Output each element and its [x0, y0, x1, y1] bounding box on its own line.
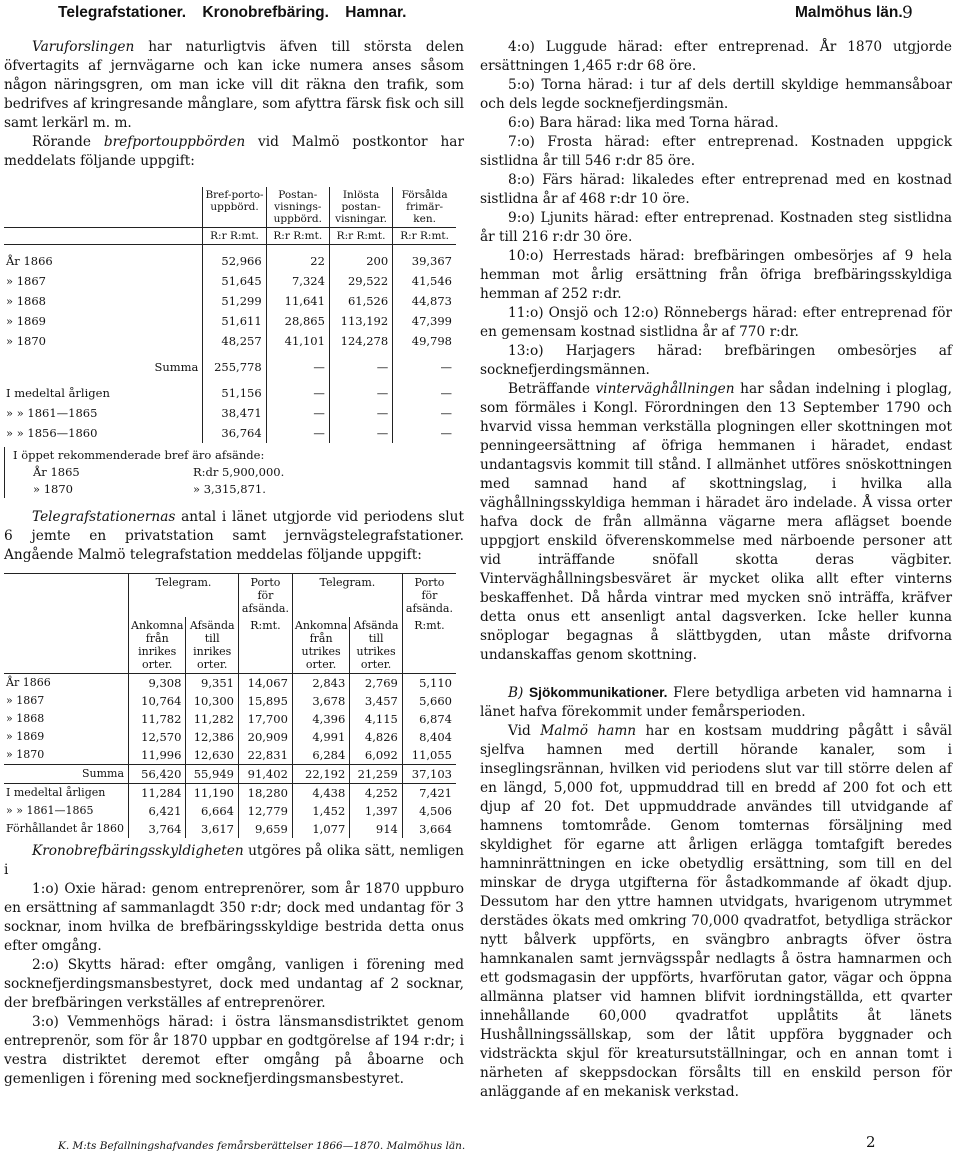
table-row: » 1870 48,257 41,101 124,278 49,798 [4, 331, 456, 351]
left-column [4, 38, 464, 1089]
table-row: » 1867 10,764 10,300 15,895 3,678 3,457 5,660 [4, 692, 456, 710]
paragraph-postage-intro: Rörande brefportouppbörden vid Malmö postkontor har meddelats följande uppgift: [4, 134, 464, 169]
col-header: Ankomna från utrikes orter. [292, 617, 349, 674]
group-header-domestic: Telegram. [129, 574, 239, 618]
running-header [0, 0, 960, 26]
col-header: Afsända till inrikes orter. [186, 617, 239, 674]
col-header: Bref-porto-uppbörd. [203, 187, 266, 228]
postage-table-units [4, 228, 456, 245]
table-row: » » 1861—1865 6,421 6,664 12,779 1,452 1,397 4,506 [4, 802, 456, 820]
paragraph-goods-transport: Varuforslingen har naturligtvis äfven till största delen öfvertagits af jernvägarne och kan icke numera anses såsom någon näringsgren, om man icke vill dit räkna den trafik, som bedrifves af kringresande månglare, som afyttra färsk fisk och sill samt lerkärl m. m. [4, 39, 464, 131]
table-row: » 1868 51,299 11,641 61,526 44,873 [4, 291, 456, 311]
source-footnote: K. M:ts Befallningshafvandes femårsberättelser 1866—1870. Malmöhus län. [58, 1140, 466, 1152]
table-row: » » 1861—1865 38,471 — — — [4, 403, 456, 423]
paragraph-winter-roads: Beträffande vinterväghållningen har sådan indelning i ploglag, som förmäles i Kongl. Förordningen den 13 September 1790 och hvarvid vissa hemman verkställa plogningen eller skottningen mot penningeersättning af öfriga hemmanen i häradet, endast undantagsvis kommit till stånd. I allmänhet utföres snöskottningen med samnad hand af skottningslag, i hvilka alla väghållningsskyldiga hemman i häradet äro indelade. Å vissa orter hafva dock de från allmänna vägarne mera aflägset boende uppgjort enskild öfverenskommelse med närboende personer att vid inträffande snöfall skotta deras vägbiter. Vinterväghållningsbesväret är mycket olika allt efter vinterns beskaffenhet. Då hårda vintrar med mycken snö inträffa, kräfver detta onus ett ansenligt antal dagsverken. Icke heller kunna snöplogar begagnas å slättbygden, utan måste drifvorna undanskaffas genom skottning. [480, 381, 952, 663]
unit-label: R:r R:mt. [203, 228, 266, 245]
col-header: Ankomna från inrikes orter. [129, 617, 186, 674]
unit-label: R:r R:mt. [266, 228, 329, 245]
header-county: Malmöhus län. [795, 4, 903, 21]
paragraph-skytts: 2:o) Skytts härad: efter omgång, vanligen i förening med socknefjerdingsmansbestyret, dock med undantag af 2 socknar, der brefbäringen verkställes af entreprenörer. [4, 957, 464, 1011]
paragraph-malmo-harbour: Vid Malmö hamn har en kostsam muddring pågått i såväl sjelfva hamnen med dertill hörande kanaler, som i inseglingsrännan, hvilken vid periodens slut var till större delen af en längd, 5,000 fot, uppmuddrad till en bredd af 200 fot och ett djup af 20 fot. Det uppmuddrade användes till utvidgande af hamnens tomtområde. Genom tomternas försäljning med skyldighet för egarne att årligen erlägga tomtafgift beredes hamninrättningen en icke obetydlig ersättning, som till en del minskar de dryga utgifterna för åstadkommande af ökadt djup. Dessutom har den yttre hamnen utvidgats, hvarigenom utrymmet derstädes ökats med omkring 70,000 qvadratfot, betydliga sträckor nytt bålverk uppförts, en svängbro anbragts öfver östra hamnkanalen samt jernvägsspår nedlagts å östra hamnarmen och ett godsmagasin der uppförts, hvarförutan gator, vägar och öppna allmänna platser vid hamnen blifvit iordningställda, ett qvarter innehållande 60,000 qvadratfot upplåtits åt länets Hushållningssällskap, som der låtit uppföra byggnader och vidsträckta skjul för kreatursutställningar, och en annan tomt i närheten af skeppsdockan försålts till en enskild person för anläggande af en mekanisk verkstad. [480, 723, 952, 1100]
table-row: » » 1856—1860 36,764 — — — [4, 423, 456, 443]
telegraph-table [4, 573, 456, 838]
col-header: R:mt. [238, 617, 292, 674]
paragraph-bara: 6:o) Bara härad: lika med Torna härad. [508, 115, 779, 131]
paragraph-ljunits: 9:o) Ljunits härad: efter entreprenad. Kostnaden steg sistlidna år till 216 r:dr 30 öre. [480, 210, 952, 245]
page-number: 9 [902, 3, 913, 23]
sum-row: Summa 255,778 — — — [4, 351, 456, 377]
note-row: » 1870 » 3,315,871. [33, 482, 266, 496]
group-header-foreign: Telegram. [292, 574, 402, 618]
paragraph-fars: 8:o) Färs härad: likaledes efter entreprenad med en kostnad sistlidna år af 468 r:dr 10 öre. [480, 172, 952, 207]
paragraph-frosta: 7:o) Frosta härad: efter entreprenad. Kostnaden uppgick sistlidna år till 546 r:dr 85 öre. [480, 134, 952, 169]
paragraph-telegraph: Telegrafstationernas antal i länet utgjorde vid periodens slut 6 jemte en privatstation samt jernvägstelegrafstationer. Angående Malmö telegrafstation meddelas följande uppgift: [4, 509, 464, 563]
unit-label: R:r R:mt. [393, 228, 456, 245]
col-header: Afsända till utrikes orter. [350, 617, 403, 674]
postage-table [4, 187, 456, 443]
header-section-mail: Kronobrefbäring. [202, 4, 329, 21]
paragraph-torna: 5:o) Torna härad: i tur af dels dertill skyldige hemmansåboar och dels legde socknefjerdingsmän. [480, 77, 952, 112]
paragraph-vemmenhog: 3:o) Vemmenhögs härad: i östra länsmansdistriktet genom entreprenör, som för år 1870 uppbar en godtgörelse af 194 r:dr; i vestra distriktet deremot efter omgång på åboarne och gemenligen i förening med socknefjerdingsmansbestyret. [4, 1014, 464, 1087]
table-row: År 1866 52,966 22 200 39,367 [4, 245, 456, 272]
table-row: I medeltal årligen 51,156 — — — [4, 377, 456, 403]
paragraph-mail-duty: Kronobrefbäringsskyldigheten utgöres på olika sätt, nemligen i [4, 843, 464, 878]
paragraph-herrestads: 10:o) Herrestads härad: brefbäringen ombesörjes af 9 hela hemman mot årlig ersättning från öfriga brefbäringsskyldiga hemman af 252 r:dr. [480, 248, 952, 302]
right-column [480, 38, 952, 1102]
signature-number: 2 [866, 1133, 876, 1151]
col-header: R:mt. [402, 617, 456, 674]
col-header: Försålda frimär-ken. [393, 187, 456, 228]
header-section-telegraph: Telegrafstationer. [58, 4, 187, 21]
table-row: I medeltal årligen 11,284 11,190 18,280 4,438 4,252 7,421 [4, 784, 456, 803]
table-row: År 1866 9,308 9,351 14,067 2,843 2,769 5,110 [4, 674, 456, 693]
postage-table-header [4, 187, 456, 228]
unit-label: R:r R:mt. [329, 228, 392, 245]
table-row: Förhållandet år 1860 3,764 3,617 9,659 1,077 914 3,664 [4, 820, 456, 838]
table-row: » 1870 11,996 12,630 22,831 6,284 6,092 11,055 [4, 746, 456, 765]
table-row: » 1869 12,570 12,386 20,909 4,991 4,826 8,404 [4, 728, 456, 746]
paragraph-oxie: 1:o) Oxie härad: genom entreprenörer, som år 1870 uppburo en ersättning af sammanlagdt 350 r:dr; dock med undantag för 3 socknar, inom hvilka de brefbäringsskyldige bestrida detta onus efter omgång. [4, 881, 464, 954]
table-row: » 1868 11,782 11,282 17,700 4,396 4,115 6,874 [4, 710, 456, 728]
registered-letters-note [4, 447, 464, 498]
note-row: År 1865 R:dr 5,900,000. [33, 465, 285, 479]
header-section-harbours: Hamnar. [345, 4, 407, 21]
porto-header: Porto för afsända. [402, 574, 456, 618]
telegraph-table-group-header [4, 574, 456, 618]
paragraph-luggude: 4:o) Luggude härad: efter entreprenad. År 1870 utgjorde ersättningen 1,465 r:dr 68 öre. [480, 39, 952, 74]
col-header: Postan-visnings-uppbörd. [266, 187, 329, 228]
sum-row: Summa 56,420 55,949 91,402 22,192 21,259 37,103 [4, 765, 456, 784]
table-row: » 1869 51,611 28,865 113,192 47,399 [4, 311, 456, 331]
header-sections [58, 4, 418, 22]
paragraph-harjagers: 13:o) Harjagers härad: brefbäringen ombesörjes af socknefjerdingsmännen. [480, 343, 952, 378]
paragraph-onsjo: 11:o) Onsjö och 12:o) Rönnebergs härad: efter entreprenad för en gemensam kostnad sistlidna år af 770 r:dr. [480, 305, 952, 340]
table-row: » 1867 51,645 7,324 29,522 41,546 [4, 271, 456, 291]
col-header: Inlösta postan-visningar. [329, 187, 392, 228]
porto-header: Porto för afsända. [238, 574, 292, 618]
note-title: I öppet rekommenderade bref äro afsände: [13, 448, 265, 462]
section-heading-sea: B) Sjökommunikationer. Flere betydliga arbeten vid hamnarna i länet hafva förekommit under femårsperioden. [480, 685, 952, 720]
